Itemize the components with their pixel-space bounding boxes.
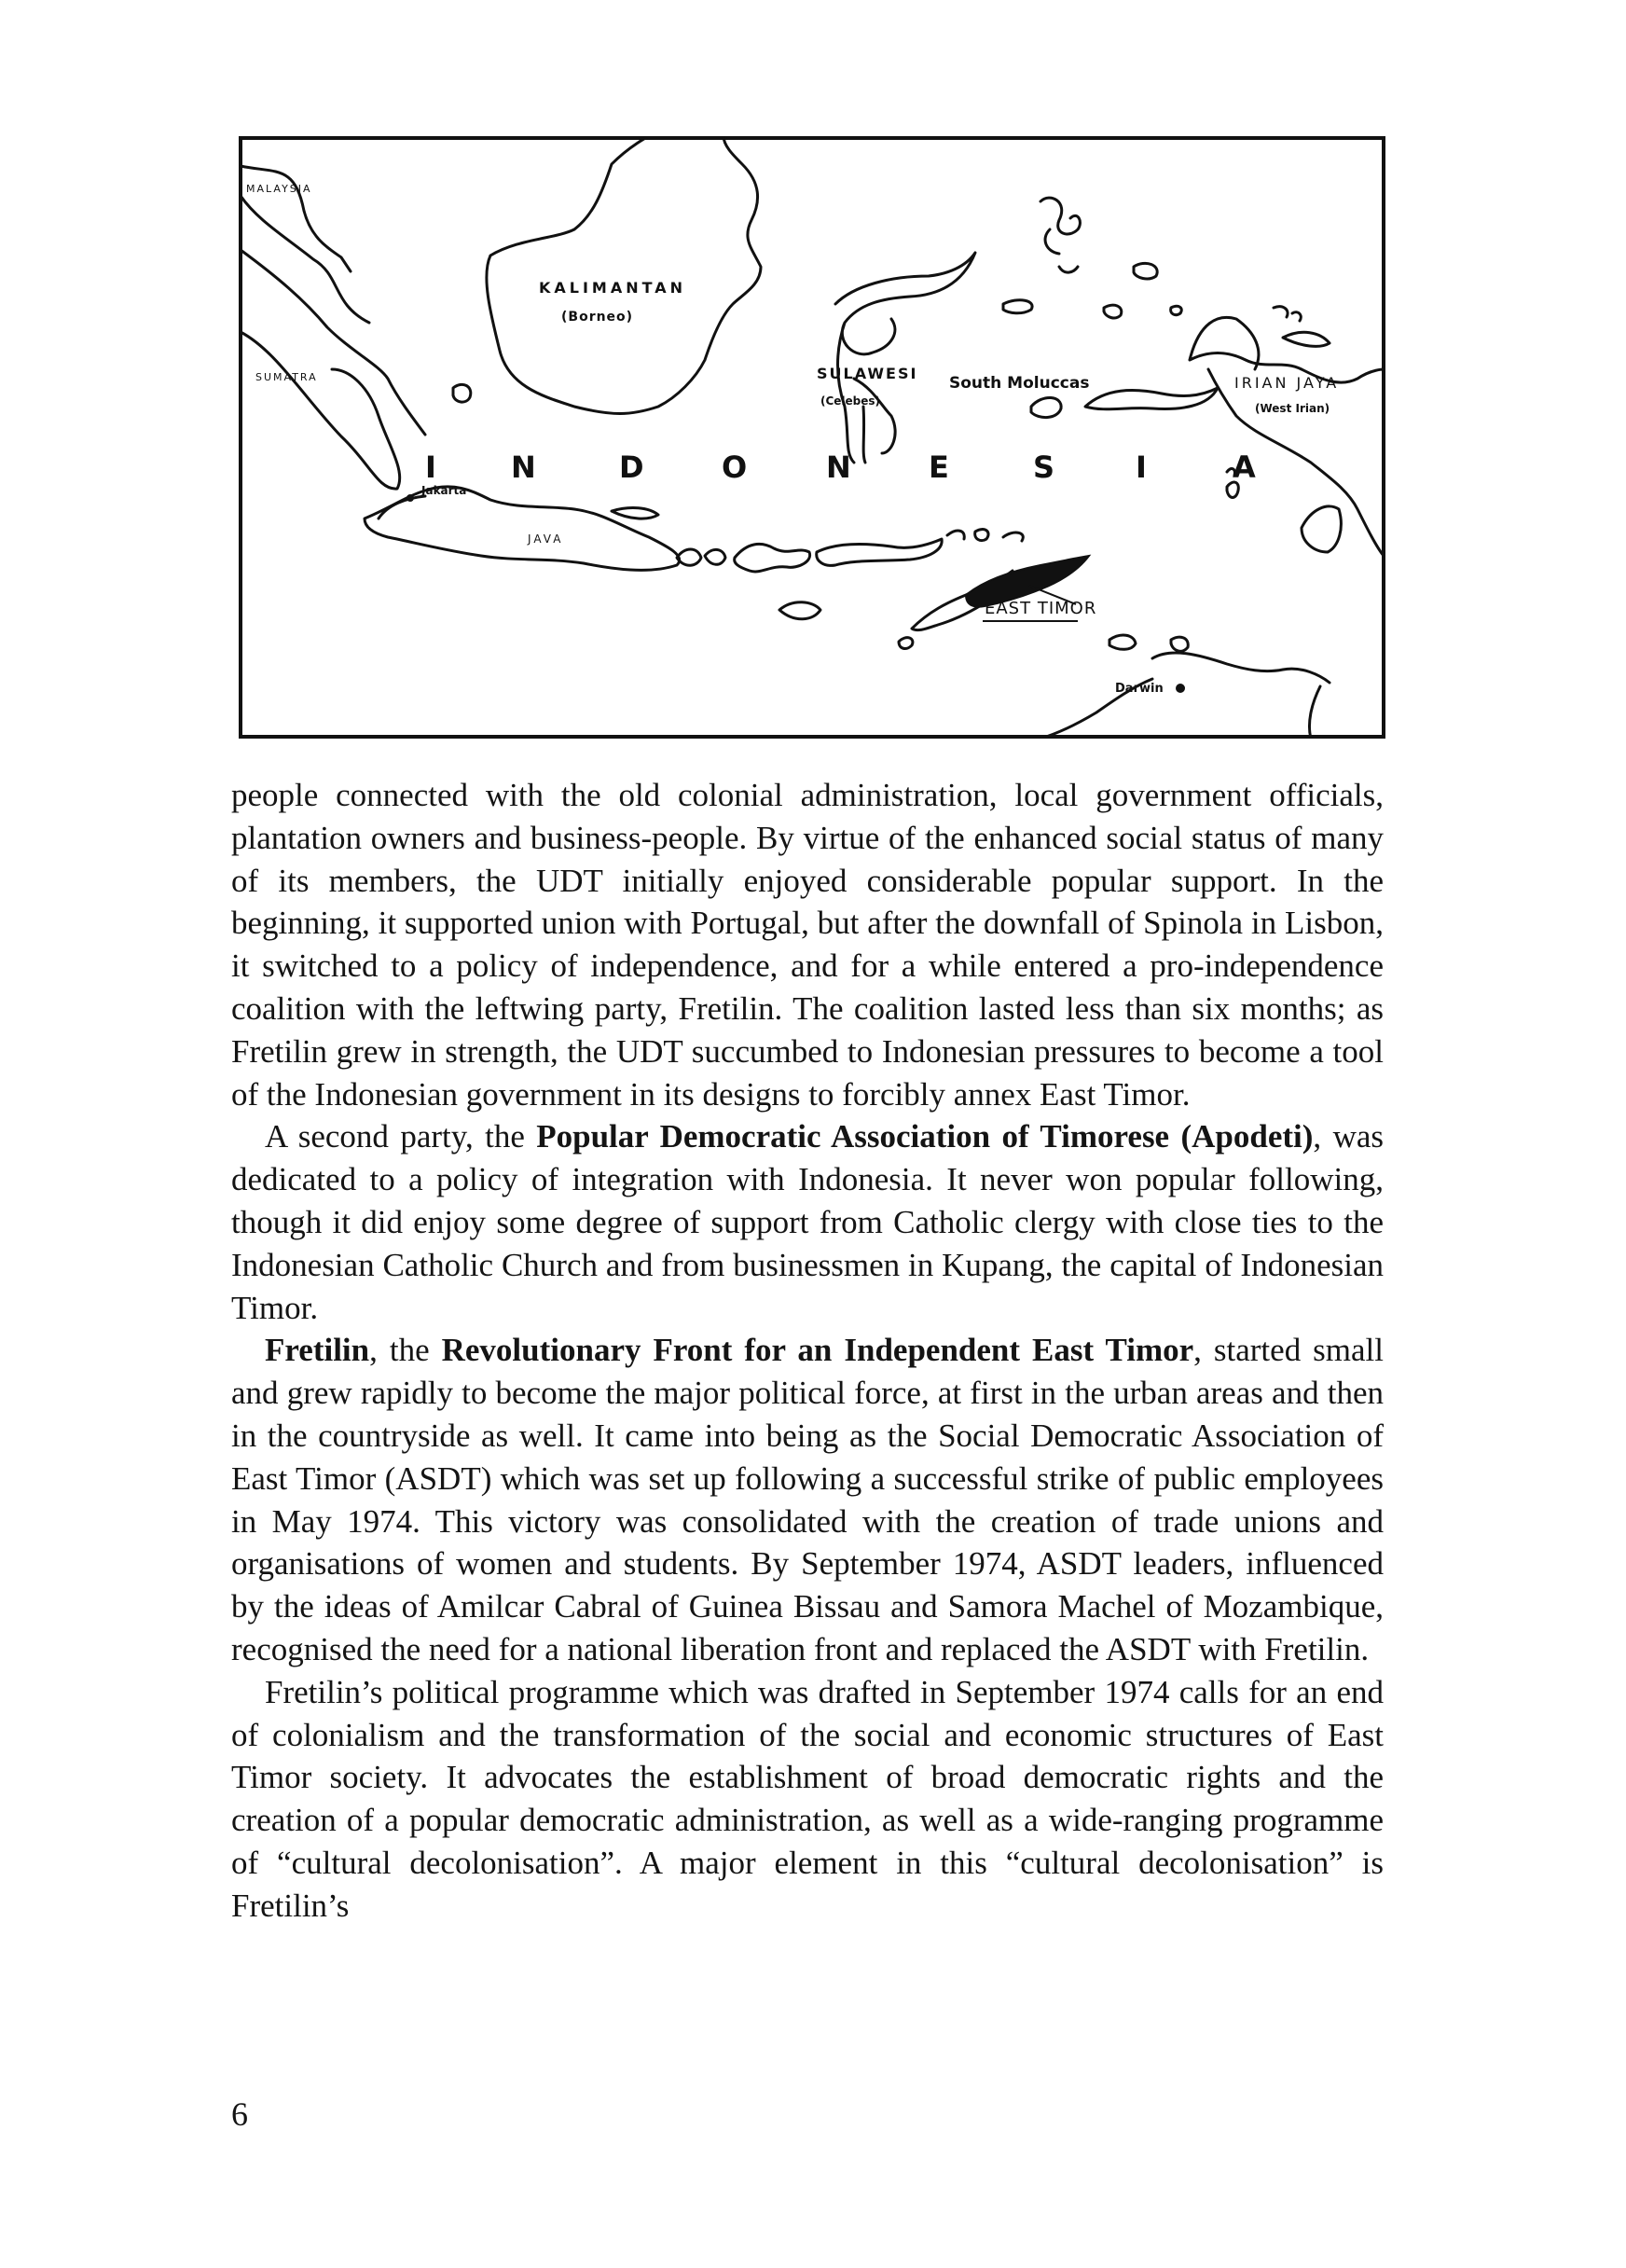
- text-run: people connected with the old colonial administration, local government officials, plantation owners and business-people. By virtue of the enhanced social status of many of its members, the UDT initially enjoyed considerable popular support. In the beginning, it supported union with Portugal, but after the downfall of Spinola in Lisbon, it switched to a policy of independence, and for a while entered a pro-independence coalition with the leftwing party, Fretilin. The coalition lasted less than six months; as Fretilin grew in strength, the UDT succumbed to Indonesian pressures to become a tool of the Indonesian government in its designs to forcibly annex East Timor.: [231, 777, 1384, 1113]
- aru-islands: [1302, 506, 1341, 552]
- label-south-moluccas: South Moluccas: [949, 374, 1090, 393]
- irian-islets: [1274, 307, 1330, 347]
- bali: [677, 549, 701, 565]
- moluccas-islet-3: [1003, 300, 1032, 313]
- indonesia-letter-9: A: [1233, 449, 1256, 485]
- label-sumatra: SUMATRA: [255, 371, 318, 383]
- text-run: , started small and grew rapidly to become the major political force, at first in the urban areas and then in the countryside as well. It came into being as the Social Democratic Association of East Timor (ASDT) which was set up following a successful strike of public employees in May 1974. This victory was consolidated with the creation of trade unions and organisations of women and students. By September 1974, ASDT leaders, influenced by the ideas of Amilcar Cabral of Guinea Bissau and Samora Machel of Mozambique, recognised the need for a national liberation front and replaced the ASDT with Fretilin.: [231, 1332, 1385, 1667]
- wetar: [1003, 532, 1023, 541]
- label-west-irian: (West Irian): [1255, 402, 1330, 415]
- irian-jaya-outline: [1190, 317, 1384, 556]
- jakarta-dot: [406, 494, 414, 502]
- moluccas-islet-2: [1104, 305, 1122, 318]
- sumba: [779, 602, 820, 619]
- lombok: [705, 549, 725, 564]
- paragraph-3: [231, 1329, 1384, 1670]
- page-number: 6: [231, 2095, 248, 2133]
- indonesia-letter-2: N: [511, 449, 536, 485]
- label-malaysia: MALAYSIA: [246, 183, 312, 195]
- paragraph-4: [231, 1671, 1384, 1928]
- label-east-timor: EAST TIMOR: [985, 599, 1097, 618]
- indonesia-letter-5: N: [826, 449, 851, 485]
- label-java: JAVA: [528, 532, 564, 546]
- buru: [1031, 397, 1061, 417]
- indonesia-letter-7: S: [1033, 449, 1055, 485]
- indonesia-letter-4: O: [722, 449, 748, 485]
- body-text: [231, 774, 1384, 1928]
- bold-run: Fretilin: [265, 1332, 370, 1369]
- indonesia-map: [239, 136, 1385, 739]
- indonesia-letter-3: D: [619, 449, 644, 485]
- sumbawa: [735, 544, 810, 572]
- label-jakarta: Jakarta: [421, 484, 467, 497]
- bold-run: Popular Democratic Association of Timorese (Apodeti): [536, 1118, 1314, 1155]
- halmahera: [1040, 198, 1080, 272]
- label-borneo: (Borneo): [561, 310, 634, 325]
- kalimantan-outline: [487, 136, 761, 414]
- indonesia-letter-6: E: [929, 449, 949, 485]
- seram: [1085, 388, 1218, 409]
- indonesia-letter-8: I: [1136, 449, 1147, 485]
- tasman-islet: [1109, 635, 1136, 649]
- label-sulawesi: SULAWESI: [817, 365, 918, 382]
- paragraph-1: [231, 774, 1384, 1115]
- bold-run: Revolutionary Front for an Independent East Timor: [441, 1332, 1194, 1369]
- moluccas-islet-1: [1134, 263, 1157, 279]
- label-celebes: (Celebes): [820, 394, 881, 408]
- sumatra-islet: [453, 384, 471, 402]
- sumatra-outline: [241, 332, 400, 489]
- text-run: , the: [369, 1332, 442, 1369]
- label-darwin: Darwin: [1115, 682, 1164, 696]
- text-run: Fretilin’s political programme which was drafted in September 1974 calls for an end of colonialism and the transformation of the social and economic structures of East Timor society. It advocates the establishment of broad democratic rights and the creation of a popular democratic administration, as well as a wide-ranging programme of “cultural decolonisation”. A major element in this “cultural decolonisation” is Fretilin’s: [231, 1673, 1384, 1924]
- darwin-dot: [1176, 684, 1185, 693]
- roti: [899, 638, 913, 649]
- malay-peninsula-outline: [241, 166, 351, 271]
- flores: [817, 539, 942, 565]
- map-frame: [241, 138, 1384, 737]
- paragraph-2: [231, 1115, 1384, 1329]
- sulawesi-outline: [835, 253, 975, 463]
- madura: [612, 508, 658, 519]
- sumatra-upper: [241, 250, 425, 435]
- alor-solor: [947, 530, 988, 541]
- indonesia-letter-1: I: [425, 449, 436, 485]
- moluccas-islet-4: [1171, 306, 1182, 314]
- label-kalimantan: KALIMANTAN: [539, 279, 687, 297]
- label-irian-jaya: IRIAN JAYA: [1234, 374, 1340, 392]
- australia-coast: [1040, 637, 1330, 739]
- text-run: A second party, the: [265, 1118, 537, 1155]
- map-svg: [239, 136, 1385, 739]
- text-run: , was dedicated to a policy of integration with Indonesia. It never won popular following, though it did enjoy some degree of support from Catholic clergy with close ties to the Indonesian Catholic Church and from businessmen in Kupang, the capital of Indonesian Timor.: [231, 1118, 1384, 1326]
